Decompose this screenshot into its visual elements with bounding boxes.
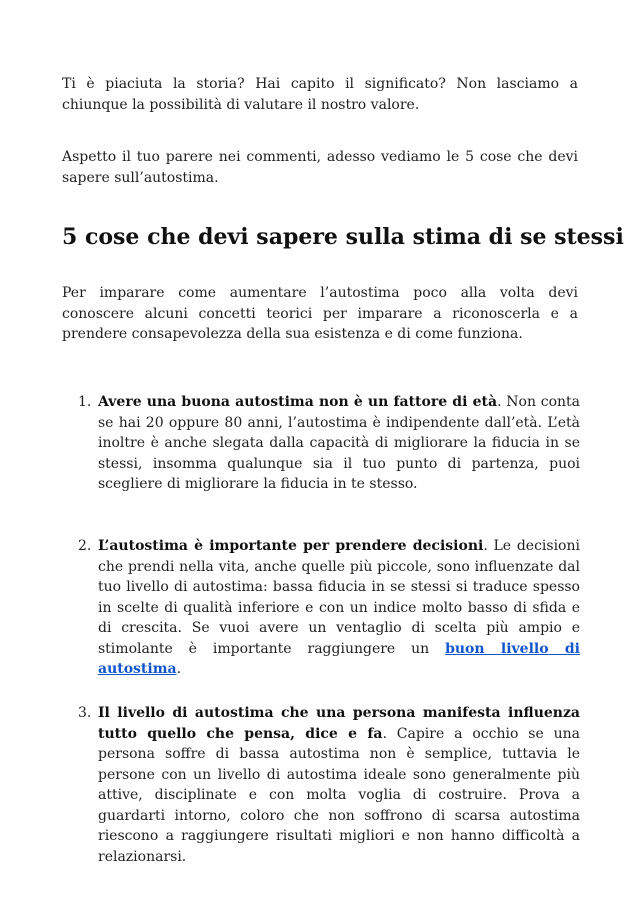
- list-item-text: . Non conta se hai 20 oppure 80 anni, l’autostima è indipendente dall’età. L’età inoltre è anche slegata dalla capacità di migliorare la fiducia in se stessi, insomma qualunque sia il tuo punto di partenza, puoi scegliere di migliorare la fiducia in te stesso.: [98, 394, 580, 492]
- autostima-link[interactable]: buon livello di autostima: [98, 640, 580, 677]
- list-item-lead: Avere una buona autostima non è un fattore di età: [98, 394, 498, 410]
- list-item-number: 1.: [78, 394, 92, 410]
- list-item: [78, 392, 580, 495]
- list-item-body: [98, 536, 580, 680]
- list-item-body: [98, 703, 580, 867]
- list-item-tail: .: [176, 661, 182, 677]
- list-item: [78, 536, 580, 680]
- section-intro-paragraph: Per imparare come aumentare l’autostima poco alla volta devi conoscere alcuni concetti teorici per imparare a riconoscerla e a prendere consapevolezza della sua esistenza e di come funziona.: [62, 285, 578, 342]
- list-item-body: [98, 392, 580, 495]
- list-item-text: . Le decisioni che prendi nella vita, anche quelle più piccole, sono influenzate dal tuo livello di autostima: bassa fiducia in se stessi si traduce spesso in scelte di qualità inferiore e con un indice molto basso di sfida e di crescita. Se vuoi avere un ventaglio di scelta più ampio e stimolante è importante raggiungere un: [98, 538, 580, 657]
- intro-paragraph: Ti è piaciuta la storia? Hai capito il significato? Non lasciamo a chiunque la possibilità di valutare il nostro valore.: [62, 76, 578, 113]
- comments-paragraph: Aspetto il tuo parere nei commenti, adesso vediamo le 5 cose che devi sapere sull’autostima.: [62, 149, 578, 186]
- list-item-number: 3.: [78, 705, 92, 721]
- list-item-number: 2.: [78, 538, 92, 554]
- section-heading: 5 cose che devi sapere sulla stima di se stessi: [62, 224, 624, 250]
- list-item: [78, 703, 580, 867]
- list-item-lead: Il livello di autostima che una persona manifesta influenza tutto quello che pensa, dice e fa: [98, 705, 580, 742]
- list-item-text: . Capire a occhio se una persona soffre di bassa autostima non è semplice, tuttavia le persone con un livello di autostima ideale sono generalmente più attive, disciplinate e con molta voglia di costruire. Prova a guardarti intorno, coloro che non soffrono di scarsa autostima riescono a raggiungere risultati migliori e non hanno difficoltà a relazionarsi.: [98, 725, 580, 865]
- list-item-lead: L’autostima è importante per prendere decisioni: [98, 538, 484, 554]
